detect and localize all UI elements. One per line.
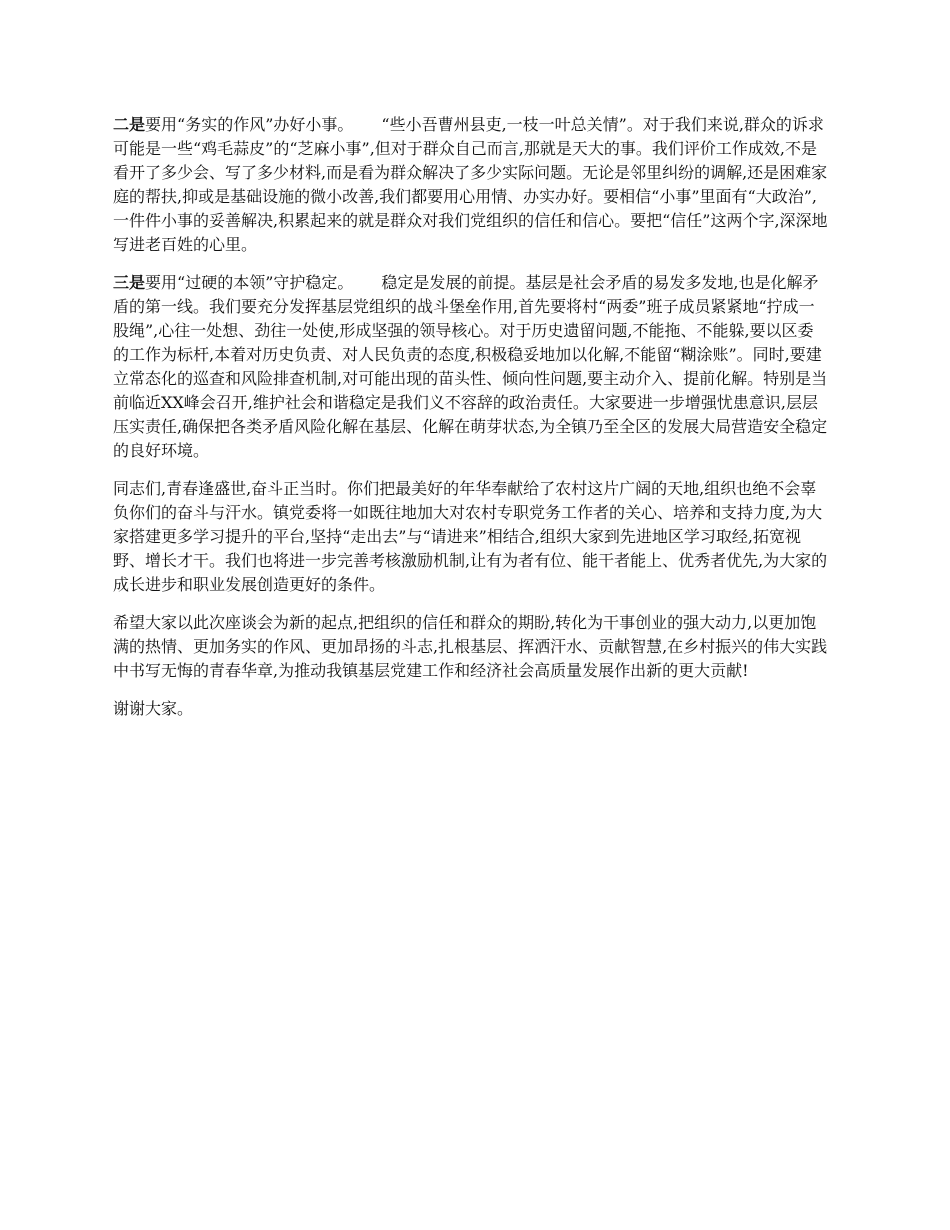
paragraph-point-three: [113, 271, 829, 463]
point-two-lead: 二是: [113, 115, 146, 134]
point-two-heading: 要用“务实的作风”办好小事。: [145, 115, 354, 134]
point-two-body: “些小吾曹州县吏,一枝一叶总关情”。对于我们来说,群众的诉求可能是一些“鸡毛蒜皮”的“芝麻小事”,但对于群众自己而言,那就是天大的事。我们评价工作成效,不是看开了多少会、写了多少材料,而是看为群众解决了多少实际问题。无论是邻里纠纷的调解,还是困难家庭的帮扶,抑或是基础设施的微小改善,我们都要用心用情、办实办好。要相信“小事”里面有“大政治”,一件件小事的妥善解决,积累起来的就是群众对我们党组织的信任和信心。要把“信任”这两个字,深深地写进老百姓的心里。: [113, 115, 828, 254]
point-three-lead: 三是: [113, 273, 146, 292]
paragraph-comrades: 同志们,青春逢盛世,奋斗正当时。你们把最美好的年华奉献给了农村这片广阔的天地,组织也绝不会辜负你们的奋斗与汗水。镇党委将一如既往地加大对农村专职党务工作者的关心、培养和支持力度,为大家搭建更多学习提升的平台,坚持“走出去”与“请进来”相结合,组织大家到先进地区学习取经,拓宽视野、增长才干。我们也将进一步完善考核激励机制,让有为者有位、能干者能上、优秀者优先,为大家的成长进步和职业发展创造更好的条件。: [113, 479, 828, 594]
point-three-body: 稳定是发展的前提。基层是社会矛盾的易发多发地,也是化解矛盾的第一线。我们要充分发挥基层党组织的战斗堡垒作用,首先要将村“两委”班子成员紧紧地“拧成一股绳”,心往一处想、劲往一处使,形成坚强的领导核心。对于历史遗留问题,不能拖、不能躲,要以区委的工作为标杆,本着对历史负责、对人民负责的态度,积极稳妥地加以化解,不能留“糊涂账”。同时,要建立常态化的巡查和风险排查机制,对可能出现的苗头性、倾向性问题,要主动介入、提前化解。特别是当前临近XX峰会召开,维护社会和谐稳定是我们义不容辞的政治责任。大家要进一步增强忧患意识,层层压实责任,确保把各类矛盾风险化解在基层、化解在萌芽状态,为全镇乃至全区的发展大局营造安全稳定的良好环境。: [113, 273, 828, 460]
paragraph-thanks: 谢谢大家。: [113, 699, 194, 718]
point-three-heading: 要用“过硬的本领”守护稳定。: [145, 273, 354, 292]
document-page: [113, 113, 829, 735]
paragraph-hope: 希望大家以此次座谈会为新的起点,把组织的信任和群众的期盼,转化为干事创业的强大动力,以更加饱满的热情、更加务实的作风、更加昂扬的斗志,扎根基层、挥洒汗水、贡献智慧,在乡村振兴的伟大实践中书写无悔的青春华章,为推动我镇基层党建工作和经济社会高质量发展作出新的更大贡献!: [113, 613, 828, 680]
paragraph-point-two: [113, 113, 829, 257]
